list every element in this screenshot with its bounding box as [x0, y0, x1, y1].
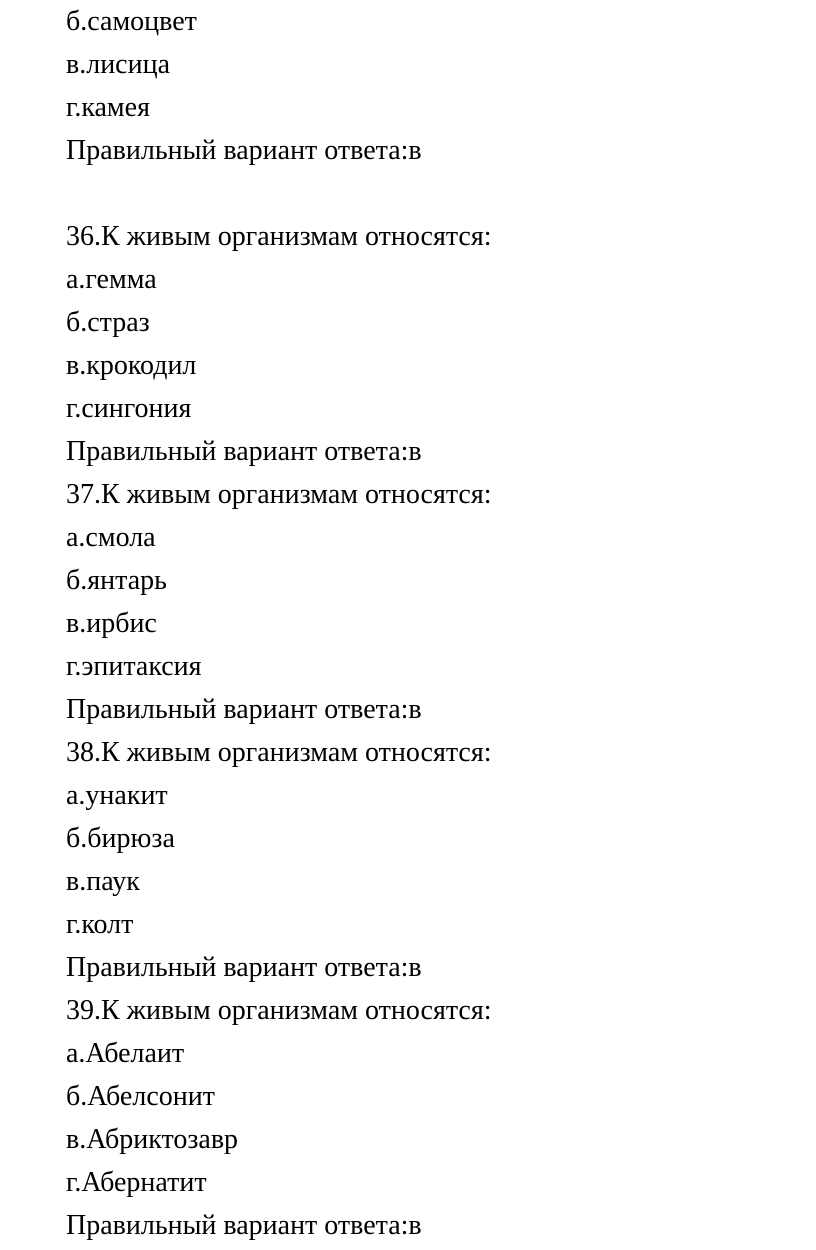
option-b: б.самоцвет — [66, 6, 197, 37]
option-a: а.Абелаит — [66, 1038, 185, 1069]
option-v: в.Абриктозавр — [66, 1124, 239, 1155]
question-block-38 — [66, 731, 786, 989]
option-a: а.гемма — [66, 264, 157, 295]
correct-answer: Правильный вариант ответа:в — [66, 1210, 422, 1241]
question-block-35-fragment — [66, 0, 786, 172]
option-g: г.сингония — [66, 393, 192, 424]
question-block-37 — [66, 473, 786, 731]
correct-answer: Правильный вариант ответа:в — [66, 694, 422, 725]
option-v: в.лисица — [66, 49, 171, 80]
document-page — [66, 0, 786, 1247]
correct-answer: Правильный вариант ответа:в — [66, 952, 422, 983]
option-b: б.страз — [66, 307, 150, 338]
question-text: 36.К живым организмам относятся: — [66, 221, 492, 252]
question-block-39 — [66, 989, 786, 1247]
blank-line — [66, 172, 786, 215]
option-a: а.смола — [66, 522, 156, 553]
correct-answer: Правильный вариант ответа:в — [66, 135, 422, 166]
question-block-36 — [66, 215, 786, 473]
option-b: б.янтарь — [66, 565, 167, 596]
option-g: г.колт — [66, 909, 134, 940]
option-b: б.Абелсонит — [66, 1081, 215, 1112]
question-text: 37.К живым организмам относятся: — [66, 479, 492, 510]
option-g: г.эпитаксия — [66, 651, 202, 682]
question-text: 38.К живым организмам относятся: — [66, 737, 492, 768]
option-b: б.бирюза — [66, 823, 175, 854]
option-g: г.камея — [66, 92, 150, 123]
option-v: в.ирбис — [66, 608, 157, 639]
option-a: а.унакит — [66, 780, 168, 811]
option-g: г.Абернатит — [66, 1167, 207, 1198]
option-v: в.паук — [66, 866, 140, 897]
correct-answer: Правильный вариант ответа:в — [66, 436, 422, 467]
question-text: 39.К живым организмам относятся: — [66, 995, 492, 1026]
option-v: в.крокодил — [66, 350, 197, 381]
